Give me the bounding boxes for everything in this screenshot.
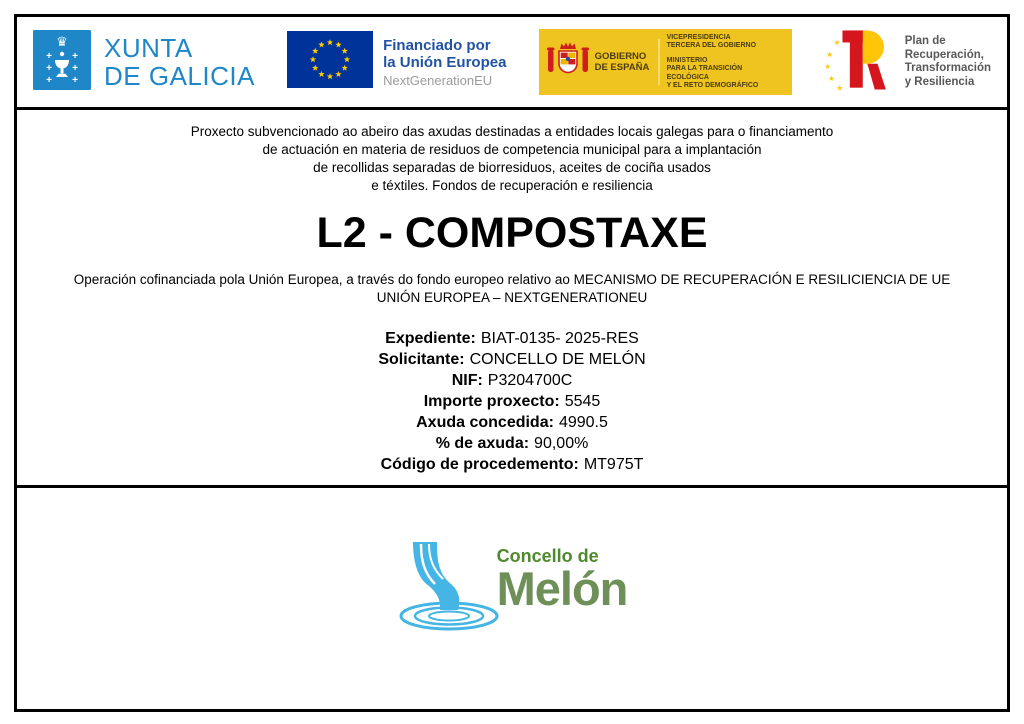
gobierno-dept1-line1: VICEPRESIDENCIA <box>666 33 731 41</box>
logo-band <box>17 17 1007 110</box>
eu-program-name: NextGenerationEU <box>383 72 493 88</box>
detail-row-expediente <box>17 328 1007 349</box>
xunta-name-line1: XUNTA <box>104 33 193 63</box>
prtr-line4: y Resiliencia <box>904 75 975 88</box>
detail-value: BIAT-0135- 2025-RES <box>480 330 639 347</box>
detail-label: Solicitante: <box>378 351 465 368</box>
detail-value: CONCELLO DE MELÓN <box>469 351 646 368</box>
concello-de-label: Concello de <box>496 546 599 566</box>
xunta-emblem-icon <box>33 30 91 95</box>
detail-row-porcentaxe <box>17 433 1007 454</box>
svg-text:+: + <box>46 50 52 62</box>
intro-line: de recollidas separadas de biorresiduos, aceites de cociña usados <box>313 160 711 175</box>
prtr-logo <box>824 23 991 102</box>
xunta-de-galicia-logo <box>33 30 255 95</box>
detail-row-solicitante <box>17 349 1007 370</box>
cofinance-line: Operación cofinanciada pola Unión Europea, a través do fondo europeo relativo ao MECANISMO DE RECUPERACIÓN E RESILICIENCIA DE UE <box>73 272 951 287</box>
gobierno-dept2-line1: MINISTERIO <box>666 56 708 64</box>
detail-row-codigo <box>17 454 1007 475</box>
intro-paragraph <box>17 123 1007 195</box>
detail-label: % de axuda: <box>435 435 530 452</box>
subsidy-poster <box>14 14 1010 712</box>
detail-label: Expediente: <box>385 330 476 347</box>
detail-row-importe <box>17 391 1007 412</box>
detail-label: NIF: <box>451 372 483 389</box>
svg-text:★: ★ <box>827 73 835 83</box>
svg-text:★: ★ <box>825 49 833 59</box>
prtr-monogram-icon <box>824 23 896 102</box>
gobierno-divider <box>658 39 660 85</box>
intro-line: e téxtiles. Fondos de recuperación e resiliencia <box>371 178 653 193</box>
eu-funding-logo <box>287 31 506 93</box>
svg-text:★: ★ <box>833 37 840 47</box>
detail-row-nif <box>17 370 1007 391</box>
intro-line: de actuación en materia de residuos de competencia municipal para a implantación <box>262 142 762 157</box>
page-title: L2 - COMPOSTAXE <box>316 209 708 257</box>
gobierno-dept1-line2: TERCERA DEL GOBIERNO <box>666 42 757 49</box>
prtr-line3: Transformación <box>904 62 991 74</box>
svg-text:★: ★ <box>824 61 831 71</box>
detail-value: 5545 <box>564 393 601 410</box>
svg-text:+: + <box>46 74 52 86</box>
prtr-line1: Plan de <box>904 35 946 47</box>
prtr-line2: Recuperación, <box>904 48 984 61</box>
gobierno-dept2-line2: PARA LA TRANSICIÓN ECOLÓGICA <box>666 65 743 81</box>
gobierno-dept2-line3: Y EL RETO DEMOGRÁFICO <box>666 82 759 89</box>
concello-name: Melón <box>496 562 628 615</box>
svg-text:+: + <box>72 62 78 74</box>
concello-de-melon-logo <box>397 540 628 637</box>
details-list <box>17 328 1007 475</box>
detail-row-axuda <box>17 412 1007 433</box>
svg-text:+: + <box>46 62 52 74</box>
detail-value: 4990.5 <box>558 414 608 431</box>
detail-value: P3204700C <box>487 372 573 389</box>
detail-label: Código de procedemento: <box>380 456 579 473</box>
content-band <box>17 110 1007 488</box>
detail-value: 90,00% <box>534 435 589 452</box>
svg-text:♛: ♛ <box>56 33 68 49</box>
cofinance-line: UNIÓN EUROPEA – NEXTGENERATIONEU <box>376 290 648 305</box>
detail-label: Importe proxecto: <box>423 393 560 410</box>
spain-coat-of-arms-icon <box>546 39 590 86</box>
gobierno-espana-logo <box>539 29 792 95</box>
detail-label: Axuda concedida: <box>416 414 554 431</box>
footer-band <box>17 488 1007 709</box>
gobierno-name-line2: DE ESPAÑA <box>594 62 650 73</box>
detail-value: MT975T <box>583 456 644 473</box>
melon-waterfall-icon <box>397 540 501 637</box>
cofinance-paragraph <box>17 271 1007 307</box>
eu-flag-icon <box>287 31 373 93</box>
eu-funding-line2: la Unión Europea <box>383 53 507 71</box>
svg-text:★: ★ <box>836 82 843 92</box>
svg-text:+: + <box>72 74 78 86</box>
xunta-name-line2: DE GALICIA <box>104 61 255 91</box>
gobierno-name-line1: GOBIERNO <box>594 51 647 62</box>
svg-text:+: + <box>72 50 78 62</box>
intro-line: Proxecto subvencionado ao abeiro das axudas destinadas a entidades locais galegas para o financiamento <box>190 124 834 139</box>
eu-funding-line1: Financiado por <box>383 36 491 54</box>
